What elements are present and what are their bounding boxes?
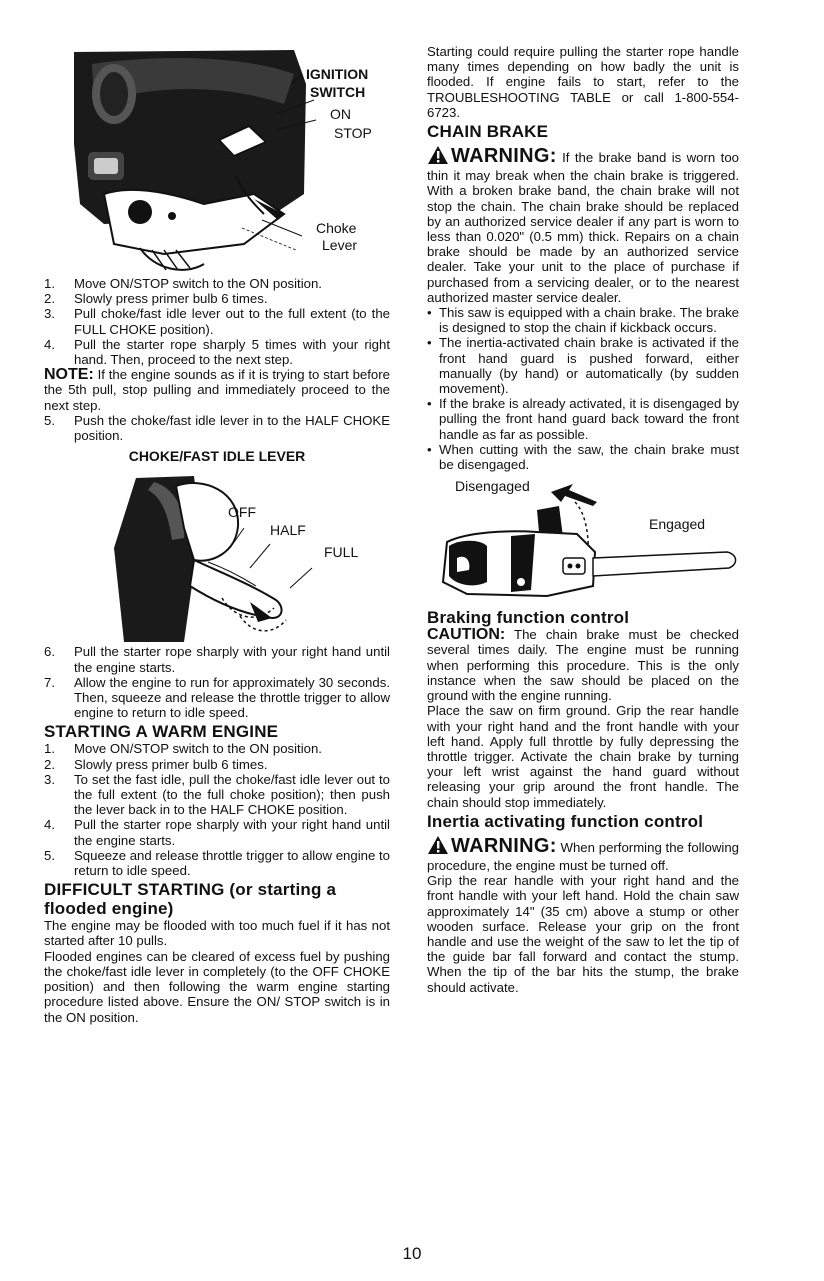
list-item: 1. Move ON/STOP switch to the ON position. — [44, 276, 322, 291]
off-label: OFF — [228, 504, 256, 521]
on-label: ON — [330, 106, 351, 122]
caution-word: CAUTION: — [427, 626, 506, 644]
half-label: HALF — [270, 522, 306, 539]
warm-start-steps — [44, 741, 390, 878]
list-item: 6. Pull the starter rope sharply with your right hand until the engine starts. — [44, 644, 390, 675]
warning-word: WARNING: — [451, 145, 557, 168]
lever-label: Lever — [322, 237, 358, 253]
chain-brake-figure — [427, 472, 739, 606]
list-item: 3. Pull choke/fast idle lever out to the full extent (to the FULL CHOKE position). — [44, 306, 390, 337]
choke-figure-title: CHOKE/FAST IDLE LEVER — [128, 448, 306, 465]
ignition-switch-figure — [44, 44, 390, 276]
list-item: • The inertia-activated chain brake is activated if the front hand guard is pushed forward, either manually (by hand) or automatically (by sudden movement). — [427, 335, 739, 397]
list-item: 5. Push the choke/fast idle lever in to the HALF CHOKE position. — [44, 412, 390, 444]
warning-triangle-icon — [427, 145, 449, 168]
choke-label: Choke — [316, 220, 357, 236]
warning-text: When performing the following procedure, the engine must be turned off. — [427, 839, 739, 873]
left-column — [44, 44, 390, 1025]
difficult-starting-heading: DIFFICULT STARTING (or starting a flooded engine) — [44, 880, 337, 919]
list-item: 4. Pull the starter rope sharply with your right hand until the engine starts. — [44, 817, 390, 848]
page-number: 10 — [402, 1244, 422, 1263]
list-item: 2. Slowly press primer bulb 6 times. — [44, 291, 268, 307]
difficult-paragraph-2: Flooded engines can be cleared of excess fuel by pushing the choke/fast idle lever in completely (to the OFF CHOKE position) and then following the warm engine starting procedure listed above. Ensure the ON/ STOP switch is in the ON position. — [44, 948, 390, 1025]
list-item: 1. Move ON/STOP switch to the ON position. — [44, 741, 322, 757]
warning-text: If the brake band is worn too thin it may break when the chain brake is triggered. With a broken brake band, the chain brake will not stop the chain. The chain brake should be replaced by an authorized service dealer if any part is worn to less than 0.020" (0.5 mm) thick. Repairs on a chain brake should be made by an authorized service dealer. Take your unit to the place of purchase if purchased from a servicing dealer, or to the nearest authorized master service dealer. — [427, 150, 739, 305]
note-paragraph — [44, 367, 390, 413]
full-label: FULL — [324, 544, 359, 561]
difficult-paragraph-1: The engine may be flooded with too much fuel if it has not started after 10 pulls. — [44, 918, 390, 949]
caution-text: The chain brake must be checked several times daily. The engine must be running when performing this procedure. This is the only instance when the saw should be placed on the ground with the engine running. — [427, 627, 739, 704]
caution-paragraph — [427, 627, 739, 703]
engaged-label: Engaged — [649, 516, 706, 533]
list-item: 2. Slowly press primer bulb 6 times. — [44, 756, 268, 772]
list-item: 7. Allow the engine to run for approximately 30 seconds. Then, squeeze and release the throttle trigger to allow engine to return to idle speed. — [44, 674, 390, 721]
note-lead: NOTE: — [44, 366, 94, 384]
warning-triangle-icon — [427, 835, 449, 858]
ignition-label: IGNITION — [306, 66, 369, 82]
inertia-paragraph: Grip the rear handle with your right hand and the front handle with your left hand. Hold the chain saw approximately 14" (35 cm) above a stump or other wooden surface. Release your grip on the front handle and use the weight of the saw to let the tip of the guide bar fall forward and contact the stump. When the tip of the bar hits the stump, the brake should activate. — [427, 873, 739, 995]
list-item: • This saw is equipped with a chain brake. The brake is designed to stop the chain if kickback occurs. — [427, 305, 739, 336]
note-text: If the engine sounds as if it is trying to start before the 5th pull, stop pulling and immediately proceed to the next step. — [44, 367, 390, 413]
warm-engine-heading: STARTING A WARM ENGINE — [44, 722, 279, 742]
list-item: • When cutting with the saw, the chain brake must be disengaged. — [427, 441, 739, 473]
cold-start-steps — [44, 276, 390, 367]
stop-label: STOP — [334, 125, 372, 141]
list-item: • If the brake is already activated, it is disengaged by pulling the front hand guard back toward the front handle as far as possible. — [427, 396, 739, 442]
switch-label: SWITCH — [310, 84, 366, 100]
list-item: 3. To set the fast idle, pull the choke/fast idle lever out to the full extent (to the full choke position); then push the lever back in to the HALF CHOKE position. — [44, 771, 390, 818]
chain-brake-bullets — [427, 305, 739, 472]
braking-paragraph: Place the saw on firm ground. Grip the rear handle with your right hand and the front handle with your left hand. Apply full throttle by fully depressing the throttle trigger. Activate the chain brake by turning your left wrist against the hand guard without releasing your grip around the front handle. The chain should stop immediately. — [427, 703, 739, 810]
braking-function-heading: Braking function control — [427, 608, 630, 628]
chain-brake-heading: CHAIN BRAKE — [427, 122, 549, 142]
cold-start-steps-final — [44, 644, 390, 720]
warning-paragraph-2 — [427, 835, 739, 873]
list-item: 4. Pull the starter rope sharply 5 times with your right hand. Then, proceed to the next step. — [44, 336, 390, 368]
warning-word: WARNING: — [451, 834, 557, 857]
inertia-heading: Inertia activating function control — [427, 811, 704, 831]
warning-paragraph-1 — [427, 145, 739, 305]
choke-lever-figure — [44, 468, 390, 644]
disengaged-label: Disengaged — [455, 478, 530, 495]
list-item: 5. Squeeze and release throttle trigger to allow engine to return to idle speed. — [44, 847, 390, 879]
flooded-intro: Starting could require pulling the starter rope handle many times depending on how badly the unit is flooded. If engine fails to start, refer to the TROUBLESHOOTING TABLE or call 1-800-554-6723. — [427, 44, 739, 120]
right-column — [427, 44, 739, 995]
cold-start-step-5 — [44, 413, 390, 443]
